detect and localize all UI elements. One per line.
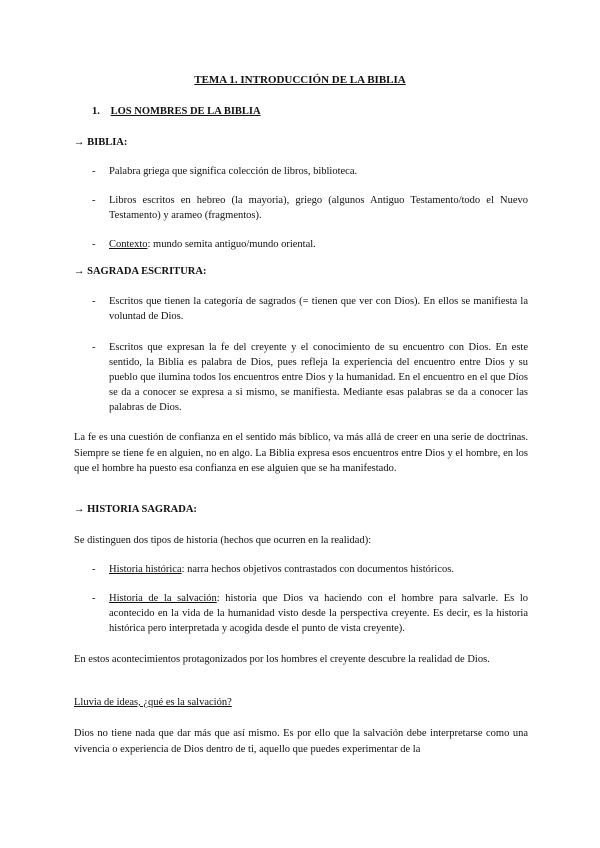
historia-sagrada-heading: → HISTORIA SAGRADA: bbox=[74, 504, 197, 515]
dash-bullet-icon: - bbox=[92, 564, 96, 575]
paragraph: En estos acontecimientos protagonizados por los hombres el creyente descubre la realidad de Dios. bbox=[74, 654, 490, 665]
paragraph: Se distinguen dos tipos de historia (hechos que ocurren en la realidad): bbox=[74, 535, 372, 546]
dash-bullet-icon: - bbox=[92, 195, 96, 206]
list-item-lead: Historia histórica bbox=[109, 564, 182, 575]
list-item-text: Escritos que expresan la fe del creyente y el conocimiento de su encuentro con Dios. En este sentido, la Biblia es palabra de Dios, pues refleja la experiencia del encuentro entre Dios y su pueblo que ilumina todos los encuentros entre Dios y la humanidad. En el encuentro en el que Dios se da a conocer se expresa a si mismo, se manifiesta. Mediante esas palabras se da a conocer las palabras de Dios. bbox=[109, 342, 528, 413]
dash-bullet-icon: - bbox=[92, 166, 96, 177]
list-item bbox=[92, 164, 528, 179]
lluvia-heading: Lluvia de ideas, ¿qué es la salvación? bbox=[74, 697, 232, 708]
list-item bbox=[92, 340, 528, 415]
dash-bullet-icon: - bbox=[92, 296, 96, 307]
list-item-lead: Historia de la salvación bbox=[109, 593, 217, 604]
biblia-heading: → BIBLIA: bbox=[74, 137, 128, 148]
list-item bbox=[92, 193, 528, 223]
list-item-lead: Contexto bbox=[109, 239, 148, 250]
section-number: 1. bbox=[92, 106, 100, 117]
list-item bbox=[92, 591, 528, 636]
list-item bbox=[92, 294, 528, 324]
dash-bullet-icon: - bbox=[92, 342, 96, 353]
dash-bullet-icon: - bbox=[92, 593, 96, 604]
sagrada-escritura-heading: → SAGRADA ESCRITURA: bbox=[74, 266, 207, 277]
paragraph: La fe es una cuestión de confianza en el sentido más bíblico, va más allá de creer en una serie de doctrinas. Siempre se tiene fe en alguien, no en algo. La Biblia expresa esos encuentros entre Dios y el hombre, en los que el hombre ha puesto esa confianza en ese alguien que se ha manifestado. bbox=[74, 432, 528, 474]
list-item-text: Libros escritos en hebreo (la mayoria), griego (algunos Antiguo Testamento/todo el Nuevo Testamento) y arameo (fragmentos). bbox=[109, 195, 528, 221]
list-item-text: : narra hechos objetivos contrastados con documentos históricos. bbox=[181, 564, 454, 575]
section-title: LOS NOMBRES DE LA BIBLIA bbox=[110, 106, 261, 117]
list-item bbox=[92, 237, 528, 252]
list-item-text: : historia que Dios va haciendo con el hombre para salvarle. Es lo acontecido en la vida de la humanidad visto desde la perspectiva creyente. Es decir, es la historia histórica pero interpretada y acogida desde el punto de vista creyente). bbox=[109, 593, 528, 634]
list-item bbox=[92, 562, 528, 577]
page-title: TEMA 1. INTRODUCCIÓN DE LA BIBLIA bbox=[194, 74, 406, 86]
list-item-text: : mundo semita antiguo/mundo oriental. bbox=[147, 239, 316, 250]
list-item-text: Escritos que tienen la categoría de sagrados (= tienen que ver con Dios). En ellos se manifiesta la voluntad de Dios. bbox=[109, 296, 528, 322]
section-heading bbox=[92, 106, 261, 117]
paragraph: Dios no tiene nada que dar más que así mismo. Es por ello que la salvación debe interpretarse como una vivencia o experiencia de Dios dentro de ti, aquello que puedes experimentar de la bbox=[74, 728, 528, 755]
list-item-text: Palabra griega que significa colección de libros, biblioteca. bbox=[109, 166, 358, 177]
dash-bullet-icon: - bbox=[92, 239, 96, 250]
